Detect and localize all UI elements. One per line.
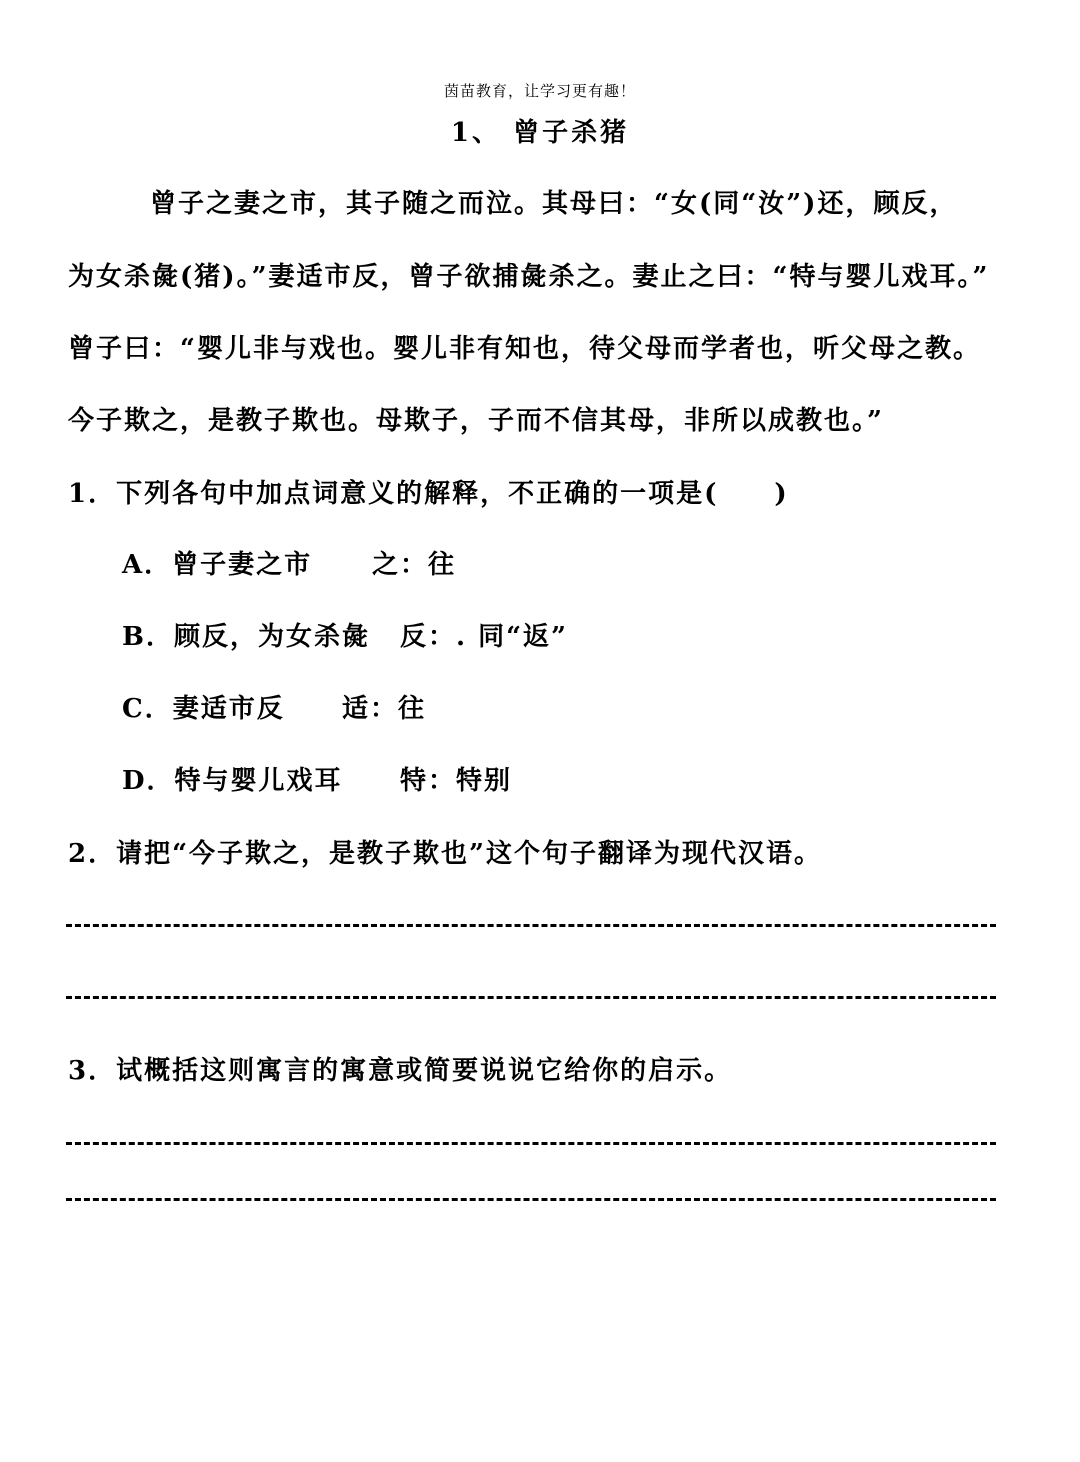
question-3: 3．试概括这则寓言的寓意或简要说说它给你的启示。 [68, 1056, 733, 1086]
option-a-explain: 之：往 [372, 550, 457, 580]
option-a-label: A．曾子妻之市 [122, 550, 313, 580]
header-note: 茵苗教育，让学习更有趣！ [443, 82, 636, 100]
question-1: 1．下列各句中加点词意义的解释，不正确的一项是( ) [68, 479, 789, 509]
answer-line-q3-2[interactable] [66, 1198, 996, 1201]
option-b-label: B．顾反，为女杀彘 [122, 622, 370, 652]
answer-line-q3-1[interactable] [66, 1142, 996, 1145]
option-c-explain: 适：往 [342, 694, 427, 724]
option-d-label: D．特与婴儿戏耳 [122, 766, 343, 796]
option-c-label: C．妻适市反 [122, 694, 285, 724]
passage-line-2: 为女杀彘(猪)。”妻适市反，曾子欲捕彘杀之。妻止之曰：“特与婴儿戏耳。” [68, 262, 990, 292]
answer-line-q2-1[interactable] [66, 924, 996, 927]
question-2: 2．请把“今子欺之，是教子欺也”这个句子翻译为现代汉语。 [68, 839, 823, 869]
answer-line-q2-2[interactable] [66, 996, 996, 999]
page-title: 1、 曾子杀猪 [450, 118, 630, 148]
option-b-explain: 反：. 同“返” [400, 622, 569, 652]
option-d-explain: 特：特别 [400, 766, 513, 796]
passage-line-1: 曾子之妻之市，其子随之而泣。其母曰：“女(同“汝”)还，顾反， [150, 189, 958, 219]
passage-line-3: 曾子曰：“婴儿非与戏也。婴儿非有知也，待父母而学者也，听父母之教。 [68, 334, 981, 364]
passage-line-4: 今子欺之，是教子欺也。母欺子，子而不信其母，非所以成教也。” [68, 406, 884, 436]
